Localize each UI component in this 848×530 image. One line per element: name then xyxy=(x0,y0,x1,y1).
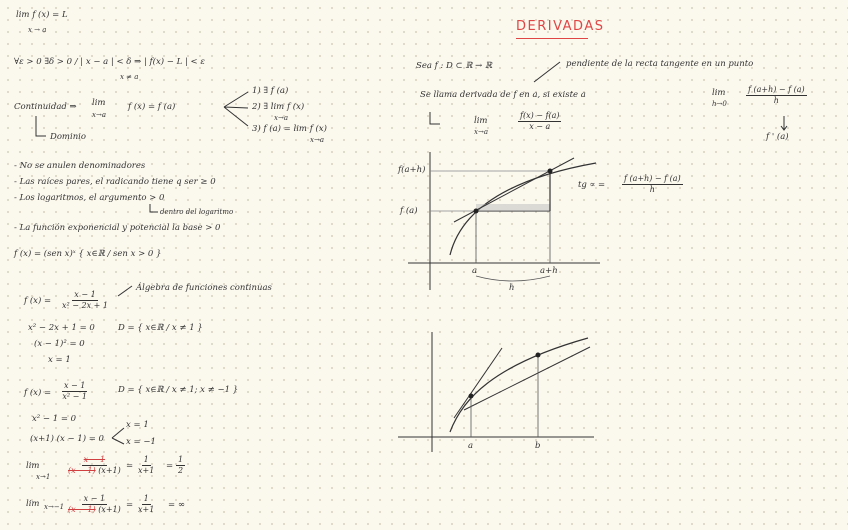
graph2-point-b xyxy=(536,353,541,358)
power-function: f (x) = (sen x)ˣ { x∈ℝ / sen x > 0 } xyxy=(14,249,162,259)
lim1-result-num: 1 xyxy=(178,455,184,464)
lim1-result-den: 2 xyxy=(178,466,184,475)
domain-rule-1: - No se anulen denominadores xyxy=(14,161,146,171)
dominio-label: Dominio xyxy=(50,132,87,142)
lim1-denominator: (x+1) xyxy=(98,466,121,475)
f2-root-1: x = 1 xyxy=(126,420,149,430)
limit-definition: lim f (x) = L xyxy=(16,10,68,20)
lim2-mid-num: 1 xyxy=(143,494,149,503)
continuity-condition-3-sub: x→a xyxy=(310,136,324,144)
derivative-definition: Se llama derivada de f en a, si existe a xyxy=(420,90,586,100)
f2-equation-2: (x+1) (x − 1) = 0 xyxy=(30,434,104,444)
continuity-label: Continuidad ⇒ xyxy=(14,102,77,112)
graph2-tangent-line xyxy=(454,348,502,418)
domain-rule-3-note: dentro del logaritmo xyxy=(160,208,234,216)
continuity-equation: f (x) = f (a) xyxy=(128,102,176,112)
f2-equation-1: x² − 1 = 0 xyxy=(32,414,77,424)
def-lim-sub: h→0 xyxy=(712,100,727,108)
f2-domain: D = { x∈ℝ / x ≠ 1; x ≠ −1 } xyxy=(118,385,239,395)
lim1-mid-num: 1 xyxy=(143,455,149,464)
alt-denominator: x − a xyxy=(529,122,551,131)
lim2-mid-den: x+1 xyxy=(138,505,155,514)
lim2-denominator: (x+1) xyxy=(98,505,121,514)
tangent-formula-den: h xyxy=(649,185,655,194)
domain-rule-2: - Las raíces pares, el radicando tiene q ser ≥ 0 xyxy=(14,177,216,187)
f1-lhs: f (x) = xyxy=(24,296,52,306)
f2-root-2: x = −1 xyxy=(126,437,156,447)
f1-domain: D = { x∈ℝ / x ≠ 1 } xyxy=(118,323,203,333)
limit-subscript: x → a xyxy=(28,26,47,34)
lim2-label: lim xyxy=(26,499,40,509)
lim2-result: = ∞ xyxy=(168,500,185,510)
def-lim-label: lim xyxy=(712,88,726,98)
graph2-point-a xyxy=(469,394,474,399)
lim1-sub: x→1 xyxy=(36,473,51,481)
continuity-condition-3: 3) f (a) = lim f (x) xyxy=(252,124,327,134)
f1-equation-1: x² − 2x + 1 = 0 xyxy=(28,323,95,333)
lim2-sub: x→−1 xyxy=(44,503,65,511)
graph2-label-a: a xyxy=(468,441,474,451)
f2-lhs: f (x) = xyxy=(24,388,52,398)
f2-numerator: x − 1 xyxy=(64,381,86,390)
graph2-secant-line xyxy=(464,347,590,410)
f1-equation-2: (x − 1)² = 0 xyxy=(34,339,85,349)
graph2-label-b: b xyxy=(535,441,541,451)
def-result: f ' (a) xyxy=(766,132,789,142)
f1-denominator: x² − 2x + 1 xyxy=(62,301,108,310)
def-denominator: h xyxy=(773,96,779,105)
graph1-label-fa: f (a) xyxy=(400,206,418,216)
f1-numerator: x − 1 xyxy=(74,290,96,299)
lim1-mid-den: x+1 xyxy=(138,466,155,475)
alt-numerator: f(x) − f(a) xyxy=(520,111,560,120)
function-definition: Sea f : D ⊂ ℝ → ℝ xyxy=(416,61,493,71)
epsilon-delta-subscript: x ≠ a xyxy=(120,73,139,81)
continuity-condition-2: 2) ∃ lim f (x) xyxy=(252,102,305,112)
tangent-formula-num: f (a+h) − f (a) xyxy=(624,174,681,183)
def-numerator: f (a+h) − f (a) xyxy=(748,85,805,94)
graph1-label-h: h xyxy=(509,283,515,293)
graph1-label-a: a xyxy=(472,266,478,276)
domain-rule-3: - Los logaritmos, el argumento > 0 xyxy=(14,193,165,203)
lim2-numerator: x − 1 xyxy=(83,494,106,503)
lim1-denominator-cancelled: (x − 1) xyxy=(68,466,96,475)
lim1-numerator: x − 1 xyxy=(83,455,106,464)
continuity-lim-sub: x→a xyxy=(92,111,106,119)
page-title: DERIVADAS xyxy=(516,19,605,34)
alt-lim-sub: x→a xyxy=(474,128,488,136)
f2-denominator: x² − 1 xyxy=(62,392,87,401)
lim1-equals-1: = xyxy=(126,461,134,471)
alt-lim-label: lim xyxy=(474,116,488,126)
algebra-note: Álgebra de funciones continuas xyxy=(136,283,272,293)
continuity-condition-1: 1) ∃ f (a) xyxy=(252,86,289,96)
tangent-note: pendiente de la recta tangente en un punto xyxy=(566,59,754,69)
domain-rule-4: - La función exponencial y potencial la base > 0 xyxy=(14,223,221,233)
continuity-condition-2-sub: x→a xyxy=(274,114,288,122)
lim2-denominator-cancelled: (x − 1) xyxy=(68,505,96,514)
epsilon-delta-definition: ∀ε > 0 ∃δ > 0 / | x − a | < δ ⇒ | f(x) − L | < ε xyxy=(14,57,205,67)
continuity-lim: lim xyxy=(92,98,106,108)
graph1-label-fah: f(a+h) xyxy=(398,165,426,175)
f1-equation-3: x = 1 xyxy=(48,355,71,365)
tangent-formula-lhs: tg ∝ = xyxy=(578,180,606,190)
lim1-equals-2: = xyxy=(166,461,174,471)
lim2-equals: = xyxy=(126,500,134,510)
graph1-label-ah: a+h xyxy=(540,266,558,276)
lim1-label: lim xyxy=(26,461,40,471)
